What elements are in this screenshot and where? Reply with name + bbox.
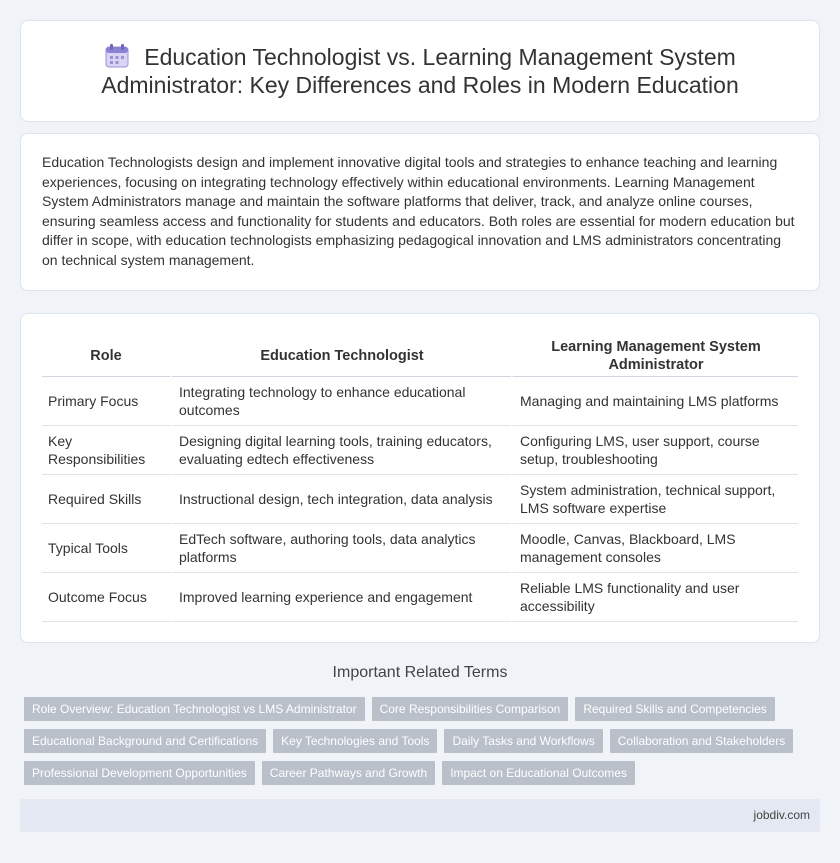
tag-role-overview[interactable]: Role Overview: Education Technologist vs LMS Administrator [24,697,365,721]
comparison-table [42,336,798,622]
related-terms-title: Important Related Terms [332,664,508,681]
tag-career-pathways[interactable]: Career Pathways and Growth [262,761,435,785]
related-terms-list [24,697,804,793]
cell-education-technologist: Instructional design, tech integration, data analysis [170,475,511,524]
tag-core-responsibilities[interactable]: Core Responsibilities Comparison [372,697,569,721]
row-label: Primary Focus [42,377,170,426]
tag-key-technologies[interactable]: Key Technologies and Tools [273,729,437,753]
cell-education-technologist: Improved learning experience and engagement [170,573,511,622]
cell-lms-administrator: Reliable LMS functionality and user accessibility [511,573,798,622]
page-title-wrap [21,43,819,99]
cell-education-technologist: EdTech software, authoring tools, data analytics platforms [170,524,511,573]
row-label: Outcome Focus [42,573,170,622]
calendar-icon [104,44,130,68]
row-label: Key Responsibilities [42,426,170,475]
table-row [42,475,798,524]
comparison-card [20,313,820,643]
tag-impact-outcomes[interactable]: Impact on Educational Outcomes [442,761,635,785]
header-role: Role [42,336,170,377]
cell-education-technologist: Designing digital learning tools, training educators, evaluating edtech effectiveness [170,426,511,475]
tag-educational-background[interactable]: Educational Background and Certifications [24,729,266,753]
table-row [42,573,798,622]
tag-professional-development[interactable]: Professional Development Opportunities [24,761,255,785]
tag-row [24,697,804,721]
table-row [42,426,798,475]
cell-lms-administrator: Managing and maintaining LMS platforms [511,377,798,426]
header-lms-administrator: Learning Management System Administrator [511,336,798,377]
tag-daily-tasks[interactable]: Daily Tasks and Workflows [444,729,602,753]
row-label: Typical Tools [42,524,170,573]
intro-paragraph: Education Technologists design and implement innovative digital tools and strategies to enhance teaching and learning experiences, focusing on integrating technology effectively within educational environments. Learning Management System Administrators manage and maintain the software platforms that deliver, track, and analyze online courses, ensuring seamless access and functionality for students and educators. Both roles are essential for modern education but differ in scope, with education technologists emphasizing pedagogical innovation and LMS administrators concentrating on technical system management. [42,154,795,268]
cell-lms-administrator: Moodle, Canvas, Blackboard, LMS management consoles [511,524,798,573]
tag-row [24,761,804,785]
table-header-row [42,336,798,377]
table-row [42,377,798,426]
cell-education-technologist: Integrating technology to enhance educational outcomes [170,377,511,426]
tag-row [24,729,804,753]
intro-card [20,133,820,291]
cell-lms-administrator: Configuring LMS, user support, course setup, troubleshooting [511,426,798,475]
tag-collaboration[interactable]: Collaboration and Stakeholders [610,729,793,753]
row-label: Required Skills [42,475,170,524]
header-education-technologist: Education Technologist [170,336,511,377]
cell-lms-administrator: System administration, technical support, LMS software expertise [511,475,798,524]
footer [20,799,820,832]
footer-site-link[interactable]: jobdiv.com [753,808,810,822]
table-row [42,524,798,573]
header-card [20,20,820,122]
tag-required-skills[interactable]: Required Skills and Competencies [575,697,774,721]
page-title: Education Technologist vs. Learning Management System Administrator: Key Differences and Roles in Modern Education [101,44,739,98]
